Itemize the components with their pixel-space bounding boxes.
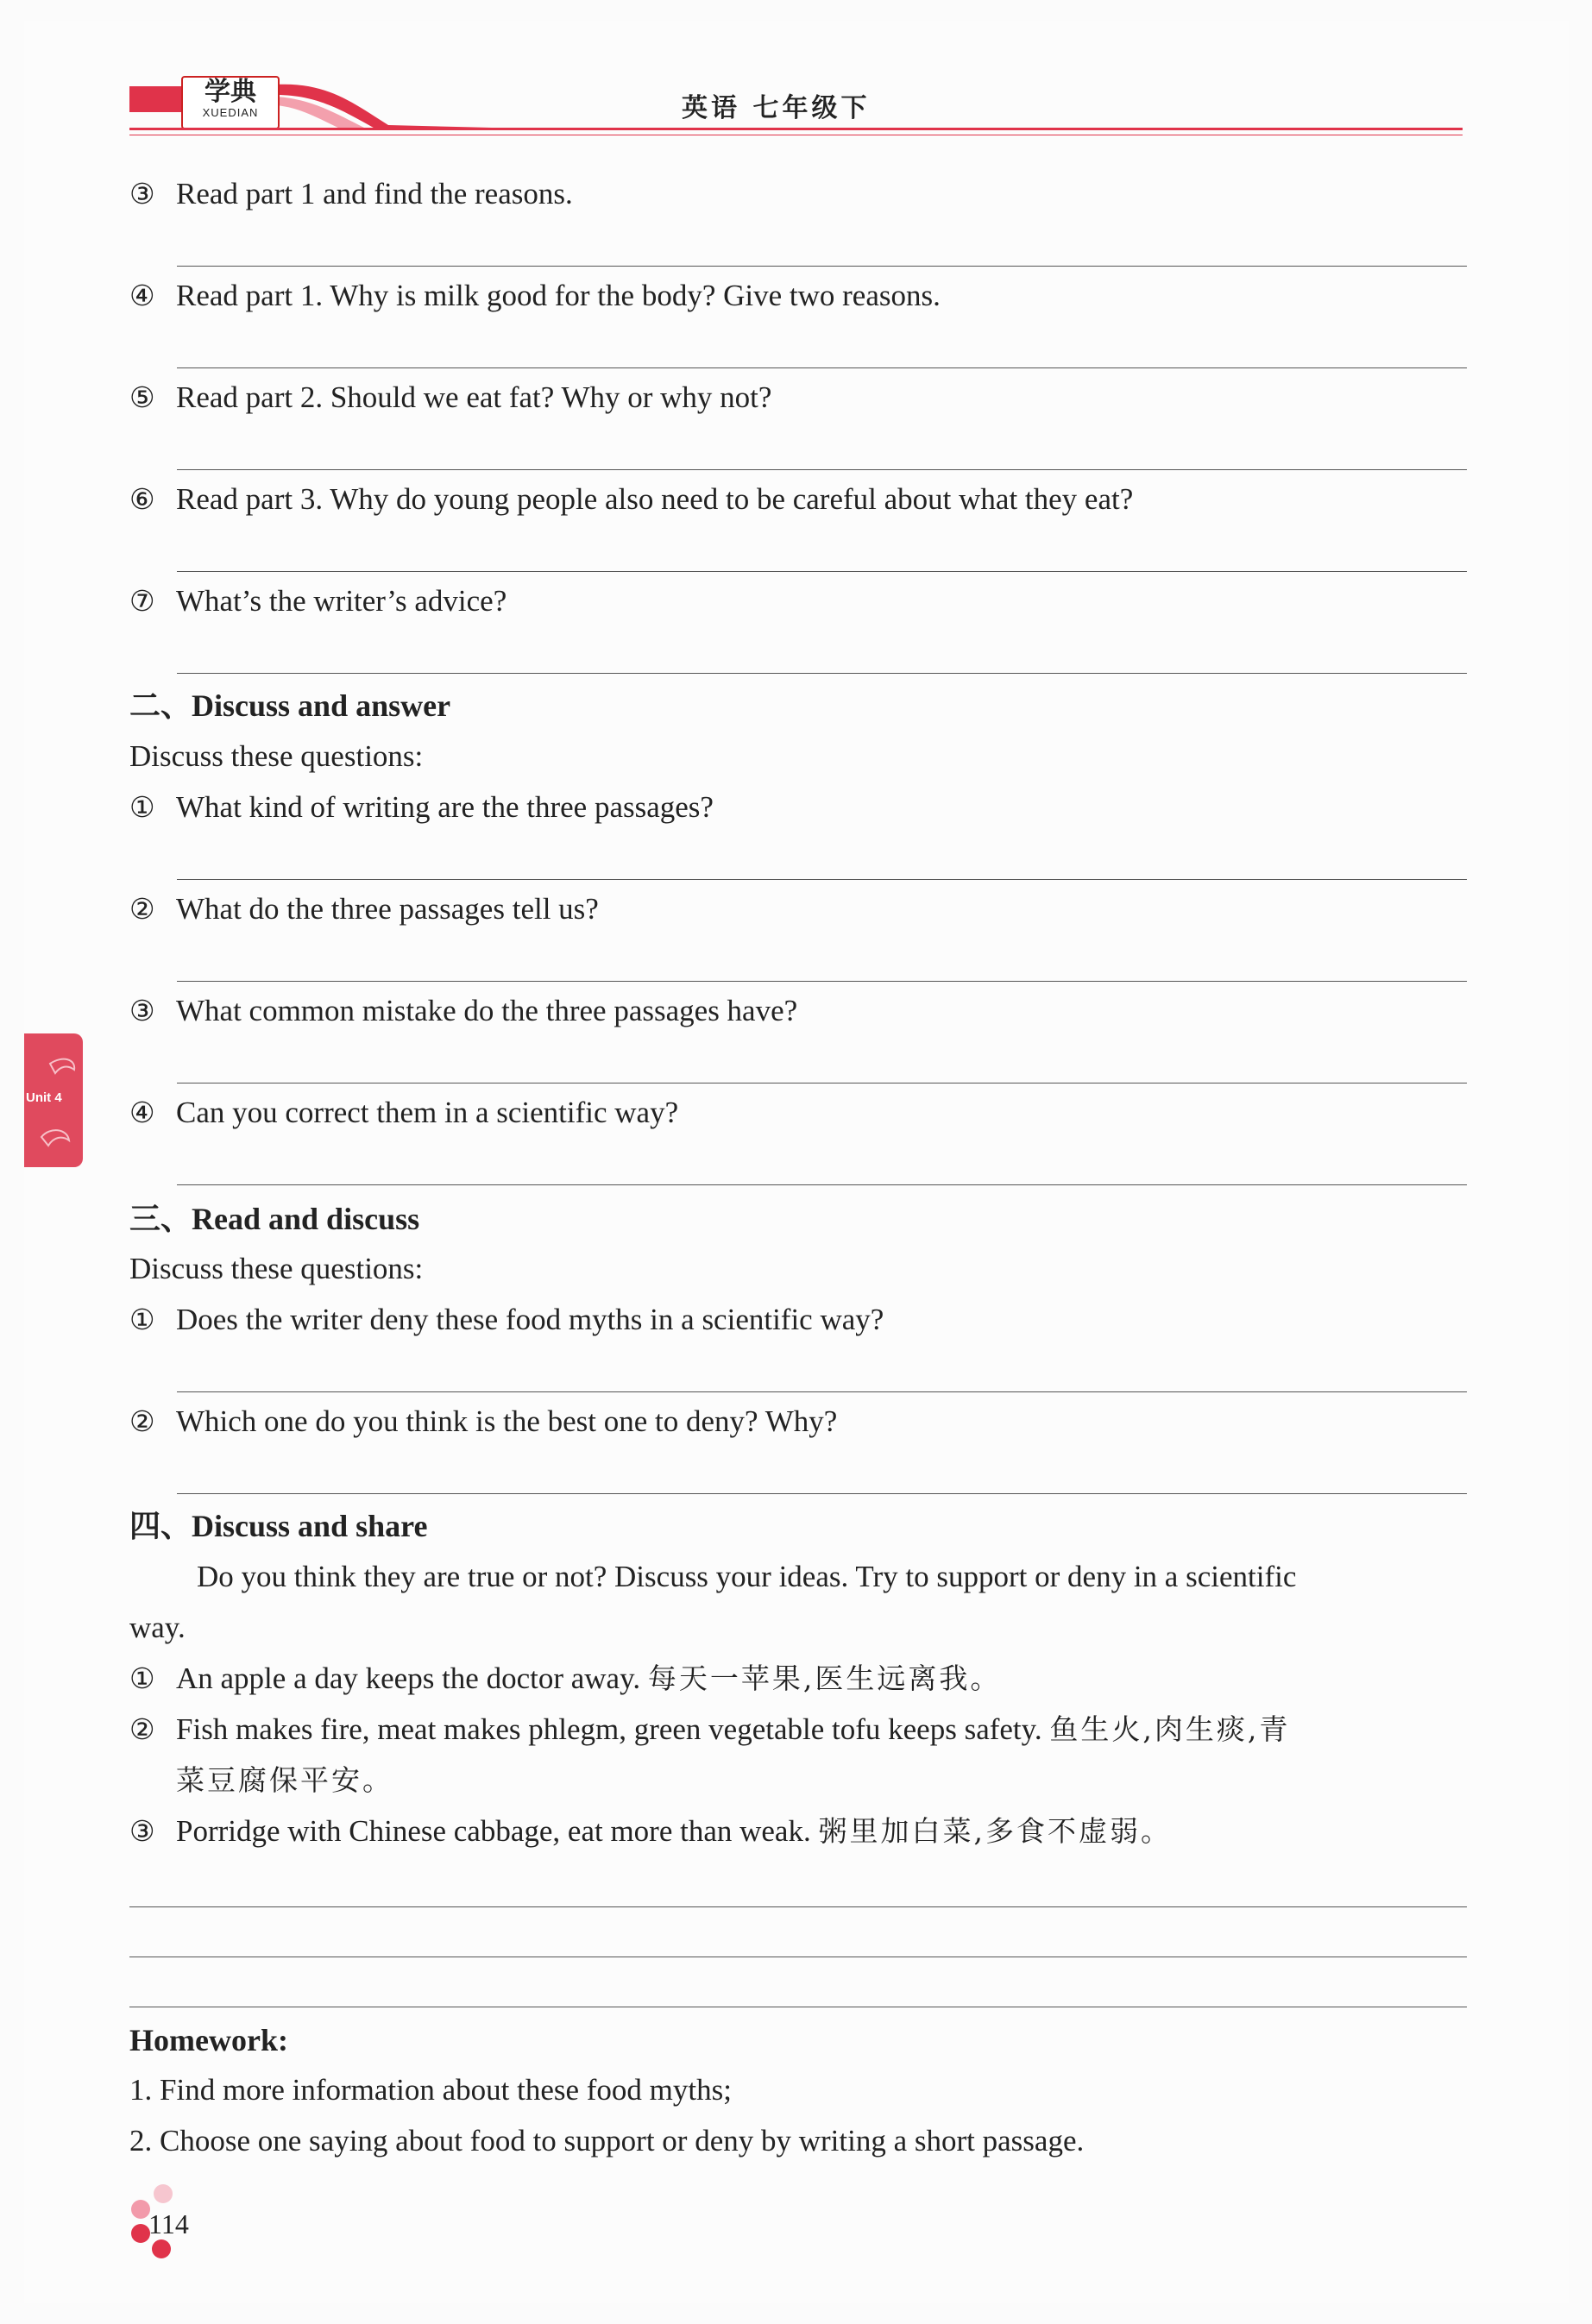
question-item bbox=[129, 176, 573, 212]
item-text: Read part 1 and find the reasons. bbox=[176, 177, 573, 210]
logo-en: XUEDIAN bbox=[202, 106, 259, 119]
header-title: 英语 七年级下 bbox=[682, 93, 871, 123]
item-number: ② bbox=[129, 1712, 155, 1746]
section-heading bbox=[129, 688, 450, 725]
answer-line[interactable] bbox=[177, 879, 1467, 880]
answer-line[interactable] bbox=[177, 981, 1467, 982]
page bbox=[24, 21, 1569, 2303]
question-item bbox=[129, 1095, 678, 1131]
answer-line[interactable] bbox=[177, 571, 1467, 572]
item-text: What common mistake do the three passages have? bbox=[176, 994, 798, 1027]
header-divider bbox=[129, 128, 1463, 130]
decor-dot bbox=[131, 2200, 150, 2219]
item-text: Read part 2. Should we eat fat? Why or why not? bbox=[176, 380, 772, 414]
item-number: ④ bbox=[129, 1096, 155, 1129]
item-text: What kind of writing are the three passages? bbox=[176, 790, 714, 824]
section-paragraph-cont: way. bbox=[129, 1611, 186, 1644]
question-item bbox=[129, 1404, 837, 1440]
answer-line[interactable] bbox=[177, 266, 1467, 267]
page-header bbox=[129, 71, 1463, 148]
item-number: ③ bbox=[129, 1814, 155, 1848]
item-text: Can you correct them in a scientific way? bbox=[176, 1096, 679, 1129]
question-item bbox=[129, 789, 714, 826]
section-paragraph: Do you think they are true or not? Discuss your ideas. Try to support or deny in a scientific bbox=[197, 1560, 1297, 1593]
section-heading bbox=[129, 1201, 419, 1238]
homework-item: 1. Find more information about these food myths; bbox=[129, 2073, 732, 2107]
answer-line[interactable] bbox=[177, 673, 1467, 674]
item-number: ① bbox=[129, 1303, 155, 1336]
answer-line[interactable] bbox=[177, 1493, 1467, 1494]
item-text: Read part 3. Why do young people also need to be careful about what they eat? bbox=[176, 482, 1134, 516]
saying-en: An apple a day keeps the doctor away. bbox=[176, 1661, 641, 1695]
item-number: ④ bbox=[129, 279, 155, 312]
saying-item bbox=[129, 1712, 1290, 1748]
section-number: 三、 bbox=[129, 1202, 192, 1237]
section-intro: Discuss these questions: bbox=[129, 1252, 424, 1285]
decor-dot bbox=[131, 2224, 150, 2243]
saying-en: Fish makes fire, meat makes phlegm, green vegetable tofu keeps safety. bbox=[176, 1712, 1042, 1746]
item-text: Does the writer deny these food myths in a scientific way? bbox=[176, 1303, 884, 1336]
decor-dot bbox=[152, 2239, 171, 2258]
item-number: ② bbox=[129, 1404, 155, 1438]
answer-line[interactable] bbox=[177, 469, 1467, 470]
saying-cn: 粥里加白菜,多食不虚弱。 bbox=[818, 1814, 1172, 1848]
question-item bbox=[129, 993, 797, 1029]
question-item bbox=[129, 380, 771, 416]
question-item bbox=[129, 1302, 884, 1338]
saying-en: Porridge with Chinese cabbage, eat more than weak. bbox=[176, 1814, 811, 1848]
answer-line[interactable] bbox=[177, 1391, 1467, 1392]
unit-label: Unit 4 bbox=[26, 1090, 62, 1105]
question-item bbox=[129, 481, 1133, 518]
section-title: Discuss and share bbox=[192, 1509, 428, 1543]
item-number: ③ bbox=[129, 177, 155, 210]
logo bbox=[181, 76, 280, 129]
section-heading bbox=[129, 1508, 427, 1545]
item-number: ⑤ bbox=[129, 380, 155, 414]
item-text: What’s the writer’s advice? bbox=[176, 584, 507, 618]
section-title: Read and discuss bbox=[192, 1202, 420, 1236]
unit-side-tab[interactable] bbox=[24, 1033, 83, 1167]
homework-title: Homework: bbox=[129, 2023, 288, 2057]
answer-line[interactable] bbox=[177, 1184, 1467, 1185]
section-number: 四、 bbox=[129, 1509, 192, 1544]
section-number: 二、 bbox=[129, 688, 192, 724]
item-number: ① bbox=[129, 1661, 155, 1695]
saying-item bbox=[129, 1813, 1172, 1850]
section-title: Discuss and answer bbox=[192, 688, 451, 723]
question-item bbox=[129, 891, 599, 927]
question-item bbox=[129, 583, 507, 619]
answer-line[interactable] bbox=[129, 1906, 1467, 1907]
item-number: ② bbox=[129, 892, 155, 926]
saying-cn: 每天一苹果,医生远离我。 bbox=[647, 1661, 1002, 1695]
saying-cn: 鱼生火,肉生痰,青 bbox=[1049, 1712, 1291, 1746]
saying-cn-cont bbox=[176, 1762, 393, 1799]
item-text: Which one do you think is the best one to deny? Why? bbox=[176, 1404, 838, 1438]
section-intro: Discuss these questions: bbox=[129, 739, 424, 773]
saying-cn: 菜豆腐保平安。 bbox=[176, 1763, 393, 1797]
question-item bbox=[129, 278, 941, 314]
item-text: Read part 1. Why is milk good for the body? Give two reasons. bbox=[176, 279, 941, 312]
homework-item: 2. Choose one saying about food to support or deny by writing a short passage. bbox=[129, 2124, 1085, 2158]
item-number: ③ bbox=[129, 994, 155, 1027]
answer-line[interactable] bbox=[177, 367, 1467, 368]
item-number: ⑦ bbox=[129, 584, 155, 618]
logo-cn: 学典 bbox=[205, 77, 256, 107]
item-number: ① bbox=[129, 790, 155, 824]
item-text: What do the three passages tell us? bbox=[176, 892, 599, 926]
decor-dot bbox=[154, 2184, 173, 2203]
page-number: 114 bbox=[148, 2208, 189, 2239]
saying-item bbox=[129, 1661, 1001, 1697]
item-number: ⑥ bbox=[129, 482, 155, 516]
